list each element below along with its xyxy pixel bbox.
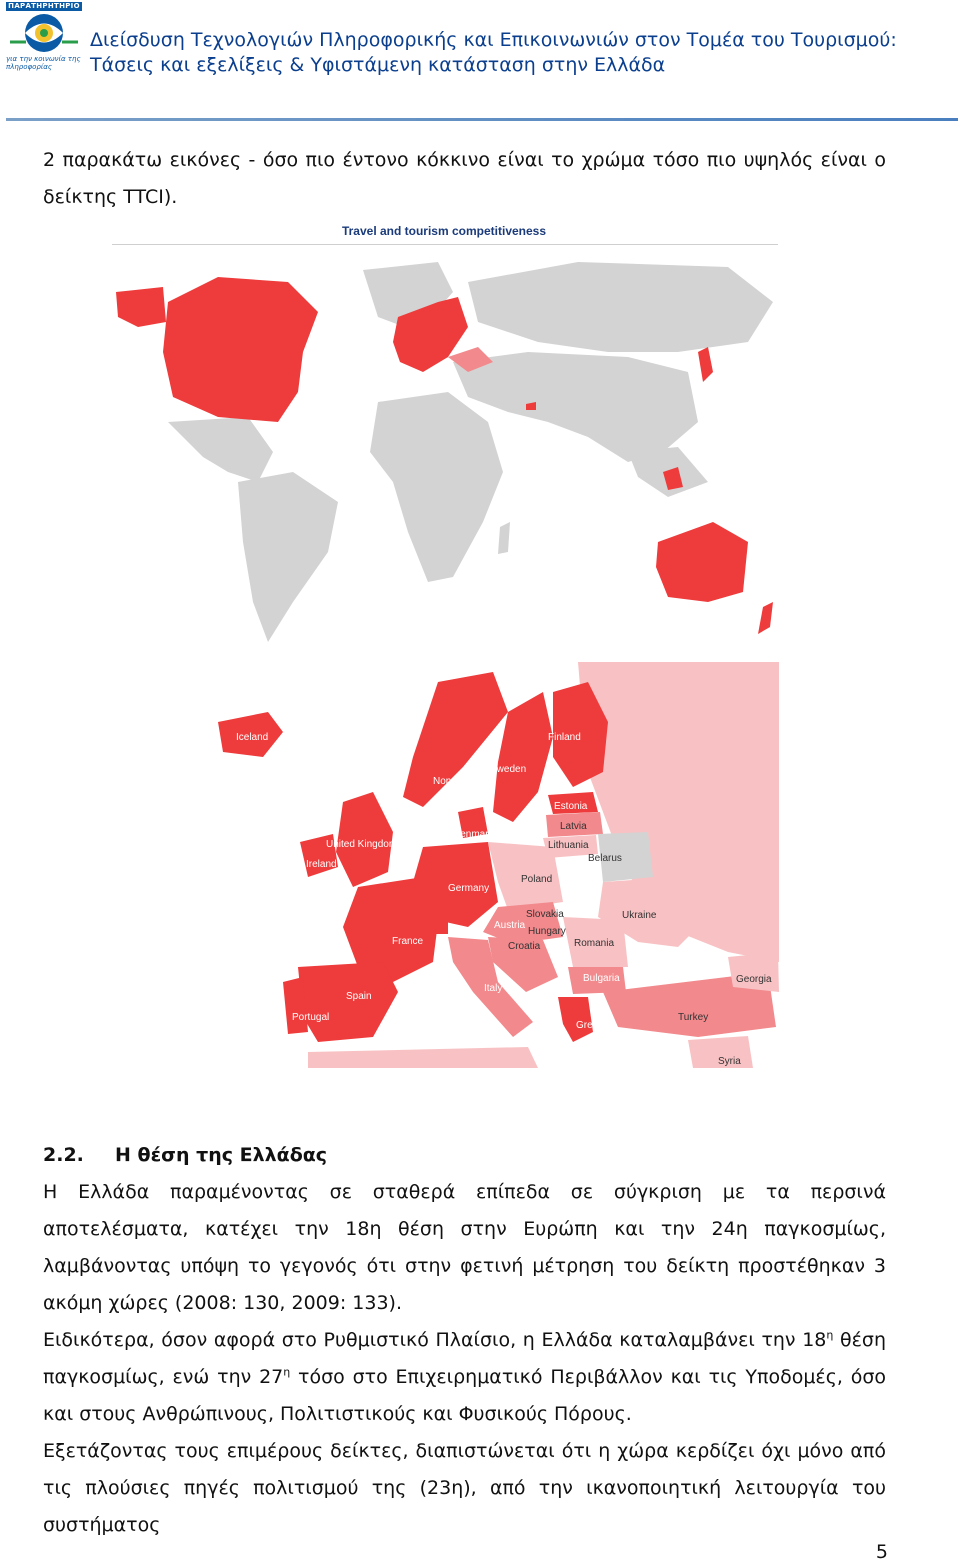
label-austria: Austria xyxy=(494,920,526,931)
label-portugal: Portugal xyxy=(292,1012,330,1023)
label-greece: Greece xyxy=(576,1020,609,1031)
ordinal-superscript-2: η xyxy=(283,1365,291,1379)
europe-ttci-map xyxy=(208,662,779,1068)
label-germany: Germany xyxy=(448,883,490,894)
label-sweden: Sweden xyxy=(490,764,527,775)
label-ireland: Ireland xyxy=(306,859,337,870)
intro-paragraph: 2 παρακάτω εικόνες - όσο πιο έντονο κόκκινο είναι το χρώμα τόσο πιο υψηλός είναι ο δείκτης TTCI). xyxy=(43,149,886,208)
world-map-title-rule xyxy=(112,244,778,245)
section-heading xyxy=(43,1137,327,1174)
body-paragraph-2-part-a: Ειδικότερα, όσον αφορά στο Ρυθμιστικό Πλαίσιο, η Ελλάδα καταλαμβάνει την 18 xyxy=(43,1329,827,1351)
observatory-logo xyxy=(6,2,82,72)
label-syria: Syria xyxy=(718,1056,741,1067)
label-france: France xyxy=(392,936,424,947)
label-spain: Spain xyxy=(346,991,372,1002)
page-number: 5 xyxy=(875,1541,888,1563)
body-paragraph-3: Εξετάζοντας τους επιμέρους δείκτες, διαπιστώνεται ότι η χώρα κερδίζει όχι μόνο από τις πλούσιες πηγές πολιτισμού της (23η), από την ικανοποιητική λειτουργία του συστήματος xyxy=(43,1440,886,1536)
logo-emblem-icon xyxy=(8,12,80,54)
label-norway: Norway xyxy=(433,776,467,787)
label-iceland: Iceland xyxy=(236,732,269,743)
section-title: Η θέση της Ελλάδας xyxy=(115,1144,328,1166)
header-title-line-1: Διείσδυση Τεχνολογιών Πληροφορικής και Επικοινωνιών στον Τομέα του Τουρισμού: xyxy=(90,29,897,51)
document-header-title xyxy=(90,28,897,78)
label-estonia: Estonia xyxy=(554,801,588,812)
logo-top-text: ΠΑΡΑΤΗΡΗΤΗΡΙΟ xyxy=(6,2,82,11)
section-number: 2.2. xyxy=(43,1144,84,1166)
label-slovakia: Slovakia xyxy=(526,909,564,920)
europe-map-graphic xyxy=(208,662,779,1068)
label-belarus: Belarus xyxy=(588,853,622,864)
logo-tagline: για την κοινωνία της πληροφορίας xyxy=(6,55,81,71)
label-hungary: Hungary xyxy=(528,926,566,937)
body-paragraph-2-part-c: τόσο στο Επιχειρηματικό Περιβάλλον και τις Υποδομές, όσο και στους Ανθρώπινους, Πολιτιστικούς και Φυσικούς Πόρους. xyxy=(43,1366,886,1425)
world-map-title: Travel and tourism competitiveness xyxy=(341,224,547,238)
label-romania: Romania xyxy=(574,938,615,949)
label-denmark: Denmark xyxy=(453,829,494,840)
label-finland: Finland xyxy=(548,732,581,743)
world-ttci-map xyxy=(108,222,780,652)
header-title-line-2: Τάσεις και εξελίξεις & Υφιστάμενη κατάσταση στην Ελλάδα xyxy=(90,54,666,76)
world-map-graphic xyxy=(108,222,780,652)
body-paragraph-2-part-b: θέση παγκοσμίως, ενώ την 27 xyxy=(43,1329,886,1388)
body-paragraph-1: Η Ελλάδα παραμένοντας σε σταθερά επίπεδα σε σύγκριση με τα περσινά αποτελέσματα, κατέχει την 18η θέση στην Ευρώπη και την 24η παγκοσμίως, λαμβάνοντας υπόψη το γεγονός ότι στην φετινή μέτρηση του δείκτη προστέθηκαν 3 ακόμη χώρες (2008: 130, 2009: 133). xyxy=(43,1181,886,1314)
section-body xyxy=(43,1174,886,1544)
label-lithuania: Lithuania xyxy=(548,840,589,851)
label-united-kingdom: United Kingdom xyxy=(326,839,398,850)
label-ukraine: Ukraine xyxy=(622,910,657,921)
label-poland: Poland xyxy=(521,874,553,885)
label-latvia: Latvia xyxy=(560,821,587,832)
ordinal-superscript-1: η xyxy=(826,1328,834,1342)
label-italy: Italy xyxy=(484,983,503,994)
label-georgia: Georgia xyxy=(736,974,772,985)
label-bulgaria: Bulgaria xyxy=(583,973,620,984)
page-header xyxy=(0,0,960,124)
label-turkey: Turkey xyxy=(678,1012,709,1023)
label-croatia: Croatia xyxy=(508,941,541,952)
body-paragraph-2 xyxy=(43,1322,886,1433)
header-divider xyxy=(6,118,958,121)
